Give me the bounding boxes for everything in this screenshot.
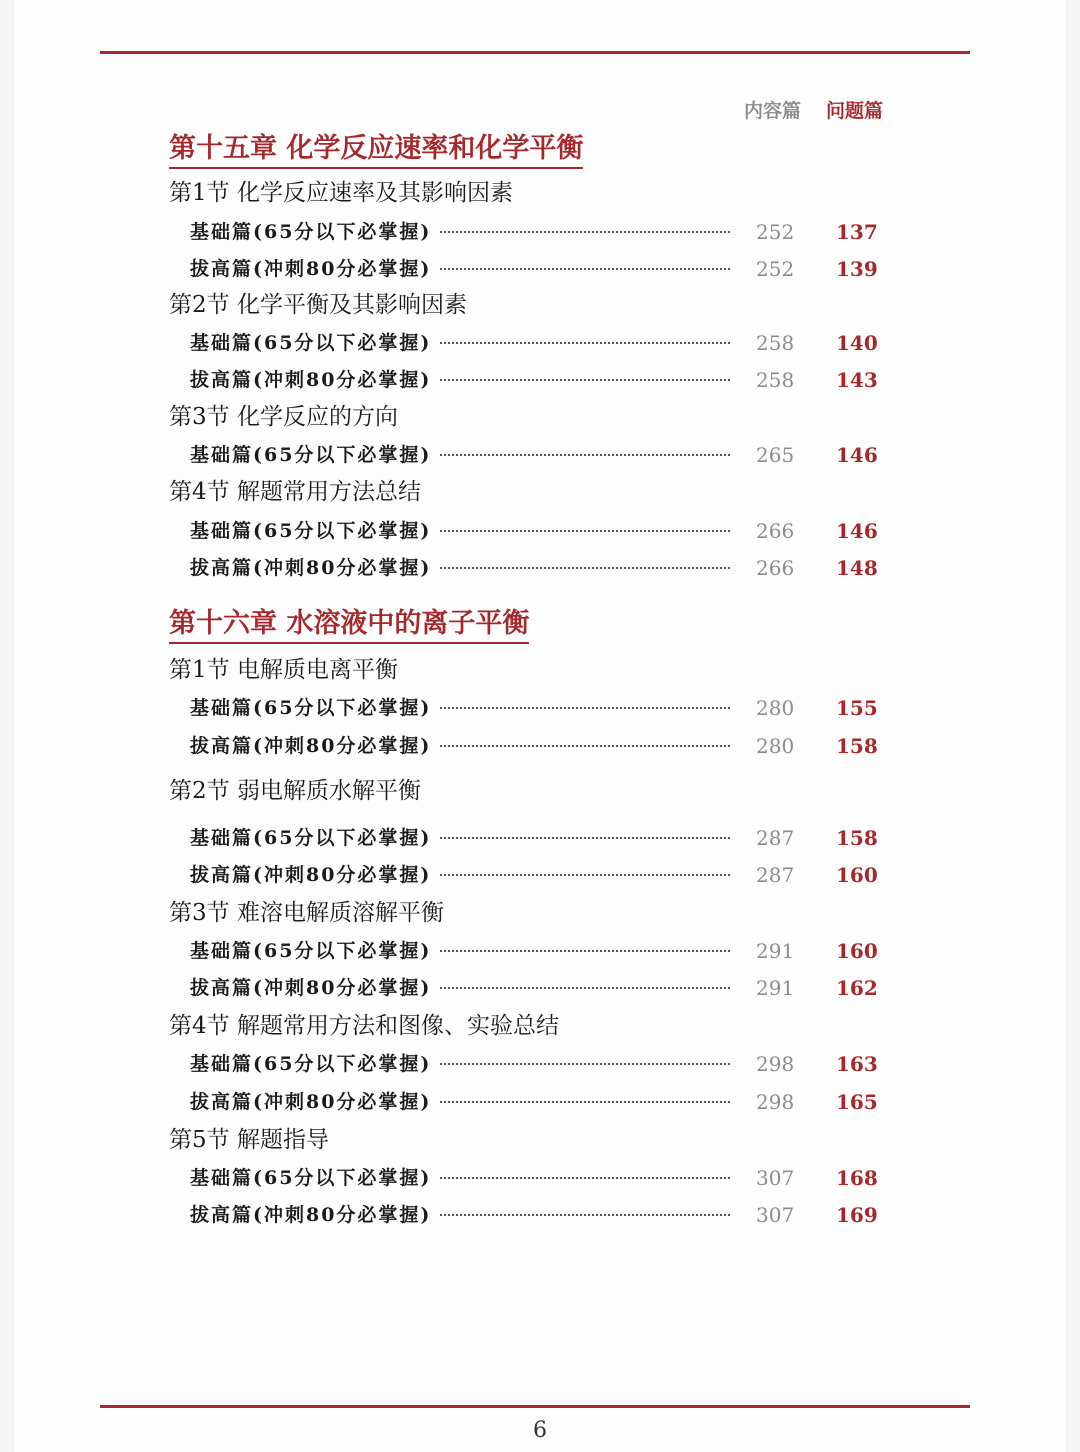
- content-page-number: 265: [756, 443, 795, 467]
- content-page-number: 280: [756, 734, 795, 758]
- content-page-number: 287: [756, 863, 795, 887]
- problem-page-number: 143: [836, 368, 878, 392]
- entry-label: 基础篇(65分以下必掌握): [190, 940, 432, 962]
- problem-page-number: 168: [836, 1166, 878, 1190]
- toc-entry[interactable]: [190, 516, 890, 546]
- dot-leader: [440, 1063, 730, 1065]
- toc-entry[interactable]: [190, 731, 890, 761]
- toc-entry[interactable]: [190, 553, 890, 583]
- entry-label: 拔高篇(冲刺80分必掌握): [190, 369, 432, 391]
- toc-entry[interactable]: [190, 823, 890, 853]
- section-title[interactable]: 第2节 化学平衡及其影响因素: [169, 292, 467, 318]
- toc-entry[interactable]: [190, 254, 890, 284]
- entry-label: 基础篇(65分以下必掌握): [190, 697, 432, 719]
- section-title[interactable]: 第3节 化学反应的方向: [169, 404, 398, 430]
- chapter-title[interactable]: 第十五章 化学反应速率和化学平衡: [169, 132, 583, 169]
- problem-page-number: 169: [836, 1203, 878, 1227]
- dot-leader: [440, 231, 730, 233]
- toc-entry[interactable]: [190, 217, 890, 247]
- problem-page-number: 148: [836, 556, 878, 580]
- content-page-number: 298: [756, 1052, 795, 1076]
- column-header-problem: 问题篇: [826, 100, 884, 122]
- content-page-number: 252: [756, 257, 795, 281]
- section-title[interactable]: 第5节 解题指导: [169, 1127, 329, 1153]
- toc-entry[interactable]: [190, 328, 890, 358]
- dot-leader: [440, 987, 730, 989]
- problem-page-number: 162: [836, 976, 878, 1000]
- entry-label: 拔高篇(冲刺80分必掌握): [190, 557, 432, 579]
- dot-leader: [440, 268, 730, 270]
- entry-label: 基础篇(65分以下必掌握): [190, 332, 432, 354]
- toc-entry[interactable]: [190, 1163, 890, 1193]
- section-title[interactable]: 第1节 化学反应速率及其影响因素: [169, 180, 513, 206]
- problem-page-number: 163: [836, 1052, 878, 1076]
- entry-label: 拔高篇(冲刺80分必掌握): [190, 1091, 432, 1113]
- toc-entry[interactable]: [190, 936, 890, 966]
- entry-label: 拔高篇(冲刺80分必掌握): [190, 1204, 432, 1226]
- content-page-number: 258: [756, 331, 795, 355]
- problem-page-number: 165: [836, 1090, 878, 1114]
- column-header-content: 内容篇: [744, 100, 802, 122]
- problem-page-number: 158: [836, 826, 878, 850]
- toc-entry[interactable]: [190, 1049, 890, 1079]
- section-title[interactable]: 第4节 解题常用方法和图像、实验总结: [169, 1013, 559, 1039]
- dot-leader: [440, 874, 730, 876]
- problem-page-number: 139: [836, 257, 878, 281]
- dot-leader: [440, 1214, 730, 1216]
- content-page-number: 280: [756, 696, 795, 720]
- problem-page-number: 158: [836, 734, 878, 758]
- toc-entry[interactable]: [190, 1200, 890, 1230]
- section-title[interactable]: 第2节 弱电解质水解平衡: [169, 778, 421, 804]
- entry-label: 拔高篇(冲刺80分必掌握): [190, 258, 432, 280]
- section-title[interactable]: 第1节 电解质电离平衡: [169, 657, 398, 683]
- entry-label: 基础篇(65分以下必掌握): [190, 827, 432, 849]
- content-page-number: 307: [756, 1203, 795, 1227]
- problem-page-number: 155: [836, 696, 878, 720]
- top-rule: [100, 51, 970, 54]
- problem-page-number: 160: [836, 939, 878, 963]
- dot-leader: [440, 454, 730, 456]
- content-page-number: 298: [756, 1090, 795, 1114]
- dot-leader: [440, 707, 730, 709]
- toc-entry[interactable]: [190, 365, 890, 395]
- content-page-number: 258: [756, 368, 795, 392]
- problem-page-number: 146: [836, 443, 878, 467]
- chapter-title[interactable]: 第十六章 水溶液中的离子平衡: [169, 607, 529, 644]
- content-page-number: 266: [756, 519, 795, 543]
- entry-label: 拔高篇(冲刺80分必掌握): [190, 735, 432, 757]
- page-number: 6: [533, 1418, 547, 1443]
- toc-entry[interactable]: [190, 693, 890, 723]
- dot-leader: [440, 745, 730, 747]
- entry-label: 基础篇(65分以下必掌握): [190, 221, 432, 243]
- content-page-number: 266: [756, 556, 795, 580]
- dot-leader: [440, 342, 730, 344]
- entry-label: 拔高篇(冲刺80分必掌握): [190, 864, 432, 886]
- content-page-number: 291: [756, 976, 795, 1000]
- content-page-number: 252: [756, 220, 795, 244]
- entry-label: 拔高篇(冲刺80分必掌握): [190, 977, 432, 999]
- dot-leader: [440, 530, 730, 532]
- dot-leader: [440, 1101, 730, 1103]
- dot-leader: [440, 567, 730, 569]
- content-page-number: 307: [756, 1166, 795, 1190]
- entry-label: 基础篇(65分以下必掌握): [190, 1167, 432, 1189]
- toc-entry[interactable]: [190, 860, 890, 890]
- bottom-rule: [100, 1405, 970, 1408]
- problem-page-number: 137: [836, 220, 878, 244]
- content-page-number: 287: [756, 826, 795, 850]
- dot-leader: [440, 1177, 730, 1179]
- toc-entry[interactable]: [190, 440, 890, 470]
- content-page-number: 291: [756, 939, 795, 963]
- section-title[interactable]: 第4节 解题常用方法总结: [169, 479, 421, 505]
- entry-label: 基础篇(65分以下必掌握): [190, 520, 432, 542]
- section-title[interactable]: 第3节 难溶电解质溶解平衡: [169, 900, 444, 926]
- problem-page-number: 140: [836, 331, 878, 355]
- problem-page-number: 146: [836, 519, 878, 543]
- dot-leader: [440, 950, 730, 952]
- problem-page-number: 160: [836, 863, 878, 887]
- dot-leader: [440, 379, 730, 381]
- entry-label: 基础篇(65分以下必掌握): [190, 444, 432, 466]
- dot-leader: [440, 837, 730, 839]
- entry-label: 基础篇(65分以下必掌握): [190, 1053, 432, 1075]
- toc-entry[interactable]: [190, 1087, 890, 1117]
- toc-entry[interactable]: [190, 973, 890, 1003]
